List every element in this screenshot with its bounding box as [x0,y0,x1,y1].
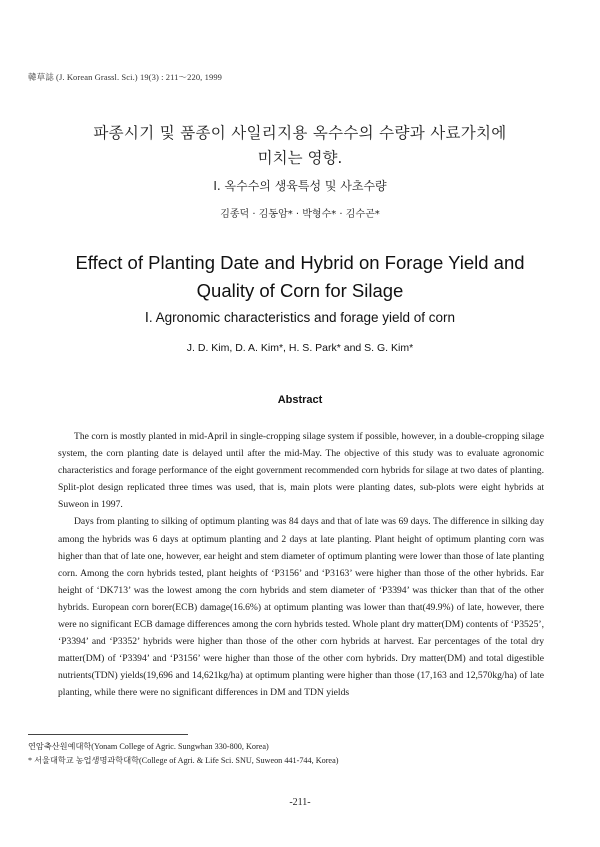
korean-title-line2: 미치는 영향. [257,149,343,167]
footnote-divider [28,734,188,735]
footnote-affiliation-1: 연암축산원예대학(Yonam College of Agric. Sungwhan 330-800, Korea) [28,742,269,751]
journal-citation: 韓草誌 (J. Korean Grassl. Sci.) 19(3) : 211～220, 1999 [28,72,223,82]
page-number: -211- [289,797,311,808]
abstract-paragraph-1: The corn is mostly planted in mid-April in single-cropping silage system if possible, however, in a double-cropping silage system, the corn planting date is delayed until after the mid-May. The objective of this study was to evaluate agronomic characteristics and forage performance of the eight government recommended corn hybrids for silage at two dates of planting. Split-plot design replicated three times was used, that is, main plots were planting dates, sub-plots were eight hybrids at Suweon in 1997. [58,431,544,511]
korean-subtitle: Ⅰ. 옥수수의 생육특성 및 사초수량 [213,179,387,193]
english-title-line1: Effect of Planting Date and Hybrid on Forage Yield and [75,252,525,273]
abstract-paragraph-2: Days from planting to silking of optimum planting was 84 days and that of late was 69 days. The difference in silking day among the hybrids was 6 days at optimum planting and 2 days at late planting. Plant height of optimum planting corn was higher than that of late one, however, ear height and stem diameter of optimum planting were lower than those of late planting corn. Among the corn hybrids tested, plant heights of ‘P3156’ and ‘P3163’ were higher than those of the other hybrids. Ear height of ‘DK713’ was the lowest among the corn hybrids and stem diameter of ‘P3394’ was thicker than that of the other hybrids. European corn borer(ECB) damage(16.6%) at optimum planting was lower than that(49.9%) of late, however, there were no significant ECB damage differences among the corn hybrids tested. Whole plant dry matter(DM) contents of ‘P3525’, ‘P3394’ and ‘P3352’ hybrids were higher than those of the other corn hybrids at harvest. Ear percentages of the total dry matter(DM) of ‘P3394’ and ‘P3156’ were higher than those of the other corn hybrids. Dry matter(DM) and total digestible nutrients(TDN) yields(19,696 and 14,621kg/ha) at optimum planting were higher than those (17,163 and 12,570kg/ha) of late planting, while there were no significant differences in DM and TDN yields [58,516,544,699]
korean-title-line1: 파종시기 및 품종이 사일리지용 옥수수의 수량과 사료가치에 [93,124,507,142]
korean-authors: 김종덕 · 김동암* · 박형수* · 김수곤* [220,209,380,220]
abstract-body [58,428,544,702]
english-subtitle: Ⅰ. Agronomic characteristics and forage yield of corn [144,310,456,325]
english-authors: J. D. Kim, D. A. Kim*, H. S. Park* and S. G. Kim* [186,342,414,354]
footnote-affiliation-2: * 서울대학교 농업생명과학대학(College of Agri. & Life Sci. SNU, Suweon 441-744, Korea) [28,756,339,765]
english-title-line2: Quality of Corn for Silage [196,280,404,301]
abstract-heading: Abstract [277,394,323,406]
